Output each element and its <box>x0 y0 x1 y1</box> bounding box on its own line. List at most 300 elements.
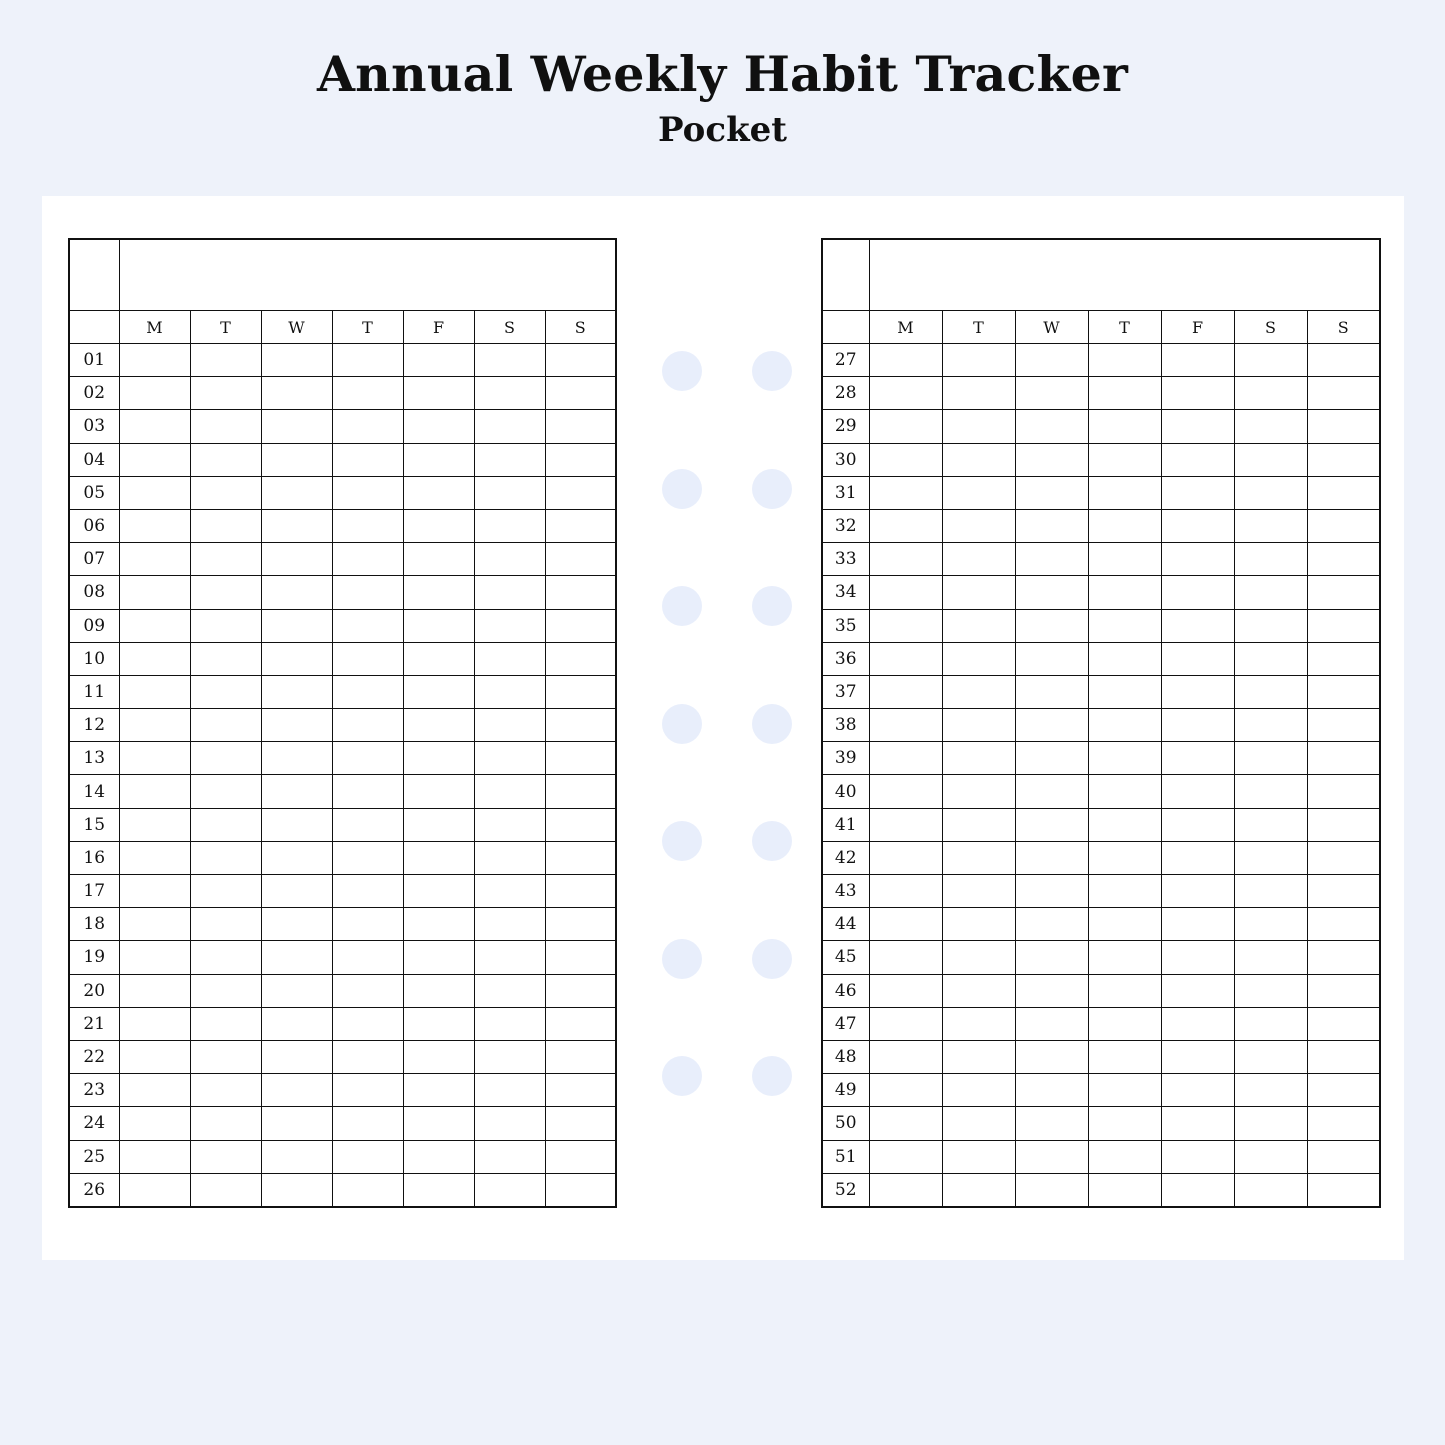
habit-check-cell[interactable] <box>190 410 261 443</box>
habit-check-cell[interactable] <box>474 642 545 675</box>
habit-check-cell[interactable] <box>261 1040 332 1073</box>
habit-check-cell[interactable] <box>332 609 403 642</box>
habit-check-cell[interactable] <box>942 742 1015 775</box>
habit-check-cell[interactable] <box>119 675 190 708</box>
habit-check-cell[interactable] <box>869 875 942 908</box>
habit-check-cell[interactable] <box>545 1107 616 1140</box>
habit-check-cell[interactable] <box>942 543 1015 576</box>
habit-check-cell[interactable] <box>190 543 261 576</box>
habit-check-cell[interactable] <box>261 1074 332 1107</box>
habit-check-cell[interactable] <box>190 1140 261 1173</box>
habit-check-cell[interactable] <box>190 908 261 941</box>
habit-check-cell[interactable] <box>403 576 474 609</box>
habit-check-cell[interactable] <box>474 609 545 642</box>
habit-check-cell[interactable] <box>869 808 942 841</box>
habit-check-cell[interactable] <box>190 841 261 874</box>
habit-check-cell[interactable] <box>1307 941 1380 974</box>
habit-check-cell[interactable] <box>942 509 1015 542</box>
habit-check-cell[interactable] <box>869 841 942 874</box>
habit-check-cell[interactable] <box>1307 344 1380 377</box>
habit-check-cell[interactable] <box>1161 941 1234 974</box>
habit-check-cell[interactable] <box>1088 1074 1161 1107</box>
habit-check-cell[interactable] <box>1307 543 1380 576</box>
habit-check-cell[interactable] <box>190 775 261 808</box>
habit-check-cell[interactable] <box>545 1173 616 1207</box>
habit-check-cell[interactable] <box>261 543 332 576</box>
habit-check-cell[interactable] <box>261 709 332 742</box>
habit-check-cell[interactable] <box>1161 377 1234 410</box>
habit-check-cell[interactable] <box>1161 443 1234 476</box>
habit-check-cell[interactable] <box>190 808 261 841</box>
habit-check-cell[interactable] <box>942 377 1015 410</box>
habit-check-cell[interactable] <box>1015 974 1088 1007</box>
habit-check-cell[interactable] <box>869 908 942 941</box>
habit-check-cell[interactable] <box>1015 1107 1088 1140</box>
habit-check-cell[interactable] <box>261 808 332 841</box>
habit-check-cell[interactable] <box>1088 742 1161 775</box>
habit-check-cell[interactable] <box>1307 1007 1380 1040</box>
habit-check-cell[interactable] <box>545 709 616 742</box>
habit-check-cell[interactable] <box>474 808 545 841</box>
habit-check-cell[interactable] <box>1161 1140 1234 1173</box>
habit-check-cell[interactable] <box>474 841 545 874</box>
habit-check-cell[interactable] <box>869 576 942 609</box>
habit-check-cell[interactable] <box>942 675 1015 708</box>
habit-check-cell[interactable] <box>942 1007 1015 1040</box>
habit-check-cell[interactable] <box>119 908 190 941</box>
habit-check-cell[interactable] <box>403 908 474 941</box>
habit-check-cell[interactable] <box>1161 1040 1234 1073</box>
habit-check-cell[interactable] <box>942 709 1015 742</box>
habit-check-cell[interactable] <box>119 1107 190 1140</box>
habit-check-cell[interactable] <box>1161 609 1234 642</box>
habit-check-cell[interactable] <box>1161 841 1234 874</box>
habit-check-cell[interactable] <box>1307 1040 1380 1073</box>
habit-check-cell[interactable] <box>190 1040 261 1073</box>
habit-check-cell[interactable] <box>942 1173 1015 1207</box>
habit-check-cell[interactable] <box>474 1107 545 1140</box>
habit-check-cell[interactable] <box>1015 410 1088 443</box>
habit-check-cell[interactable] <box>474 476 545 509</box>
habit-check-cell[interactable] <box>474 443 545 476</box>
habit-check-cell[interactable] <box>545 509 616 542</box>
habit-check-cell[interactable] <box>942 642 1015 675</box>
habit-check-cell[interactable] <box>1234 808 1307 841</box>
habit-check-cell[interactable] <box>942 1107 1015 1140</box>
habit-check-cell[interactable] <box>545 642 616 675</box>
habit-check-cell[interactable] <box>869 1140 942 1173</box>
habit-check-cell[interactable] <box>1088 974 1161 1007</box>
habit-check-cell[interactable] <box>474 509 545 542</box>
habit-check-cell[interactable] <box>1307 476 1380 509</box>
habit-check-cell[interactable] <box>942 576 1015 609</box>
habit-check-cell[interactable] <box>474 344 545 377</box>
habit-check-cell[interactable] <box>545 808 616 841</box>
habit-check-cell[interactable] <box>942 908 1015 941</box>
habit-check-cell[interactable] <box>261 1173 332 1207</box>
habit-check-cell[interactable] <box>1088 1107 1161 1140</box>
habit-check-cell[interactable] <box>1015 509 1088 542</box>
habit-check-cell[interactable] <box>261 1107 332 1140</box>
habit-check-cell[interactable] <box>1234 543 1307 576</box>
habit-check-cell[interactable] <box>474 377 545 410</box>
habit-check-cell[interactable] <box>474 908 545 941</box>
habit-check-cell[interactable] <box>190 742 261 775</box>
habit-check-cell[interactable] <box>1015 609 1088 642</box>
habit-check-cell[interactable] <box>403 775 474 808</box>
habit-check-cell[interactable] <box>869 377 942 410</box>
habit-check-cell[interactable] <box>942 875 1015 908</box>
habit-check-cell[interactable] <box>1307 1107 1380 1140</box>
habit-check-cell[interactable] <box>119 576 190 609</box>
habit-check-cell[interactable] <box>403 377 474 410</box>
habit-check-cell[interactable] <box>332 1173 403 1207</box>
habit-check-cell[interactable] <box>1161 543 1234 576</box>
habit-check-cell[interactable] <box>403 1173 474 1207</box>
habit-check-cell[interactable] <box>942 808 1015 841</box>
habit-check-cell[interactable] <box>190 443 261 476</box>
habit-check-cell[interactable] <box>261 775 332 808</box>
habit-check-cell[interactable] <box>869 974 942 1007</box>
habit-check-cell[interactable] <box>1161 1007 1234 1040</box>
habit-check-cell[interactable] <box>1088 841 1161 874</box>
habit-check-cell[interactable] <box>869 410 942 443</box>
habit-check-cell[interactable] <box>545 941 616 974</box>
habit-check-cell[interactable] <box>1015 344 1088 377</box>
habit-check-cell[interactable] <box>1307 1173 1380 1207</box>
habit-check-cell[interactable] <box>332 675 403 708</box>
habit-check-cell[interactable] <box>1234 509 1307 542</box>
habit-check-cell[interactable] <box>1234 1040 1307 1073</box>
habit-check-cell[interactable] <box>190 974 261 1007</box>
habit-check-cell[interactable] <box>190 609 261 642</box>
habit-check-cell[interactable] <box>869 476 942 509</box>
habit-check-cell[interactable] <box>403 974 474 1007</box>
habit-check-cell[interactable] <box>332 377 403 410</box>
habit-check-cell[interactable] <box>403 1140 474 1173</box>
habit-check-cell[interactable] <box>1161 808 1234 841</box>
habit-check-cell[interactable] <box>403 509 474 542</box>
habit-check-cell[interactable] <box>332 742 403 775</box>
habit-check-cell[interactable] <box>942 941 1015 974</box>
habit-check-cell[interactable] <box>869 609 942 642</box>
habit-check-cell[interactable] <box>403 675 474 708</box>
habit-check-cell[interactable] <box>1161 509 1234 542</box>
habit-check-cell[interactable] <box>942 1074 1015 1107</box>
habit-check-cell[interactable] <box>474 742 545 775</box>
habit-check-cell[interactable] <box>403 1040 474 1073</box>
habit-check-cell[interactable] <box>403 543 474 576</box>
habit-check-cell[interactable] <box>1234 709 1307 742</box>
habit-check-cell[interactable] <box>545 410 616 443</box>
habit-check-cell[interactable] <box>1307 642 1380 675</box>
habit-check-cell[interactable] <box>1307 775 1380 808</box>
habit-check-cell[interactable] <box>1088 543 1161 576</box>
habit-check-cell[interactable] <box>545 1040 616 1073</box>
habit-check-cell[interactable] <box>1088 1040 1161 1073</box>
habit-check-cell[interactable] <box>332 775 403 808</box>
habit-check-cell[interactable] <box>869 1107 942 1140</box>
habit-check-cell[interactable] <box>332 709 403 742</box>
habit-check-cell[interactable] <box>1234 742 1307 775</box>
habit-check-cell[interactable] <box>1088 377 1161 410</box>
habit-name-write-in-cell[interactable] <box>119 239 616 311</box>
habit-check-cell[interactable] <box>1015 875 1088 908</box>
habit-check-cell[interactable] <box>1088 642 1161 675</box>
habit-check-cell[interactable] <box>261 908 332 941</box>
habit-check-cell[interactable] <box>261 576 332 609</box>
habit-check-cell[interactable] <box>119 609 190 642</box>
habit-check-cell[interactable] <box>261 443 332 476</box>
habit-check-cell[interactable] <box>474 1074 545 1107</box>
habit-check-cell[interactable] <box>1161 642 1234 675</box>
habit-check-cell[interactable] <box>942 476 1015 509</box>
habit-check-cell[interactable] <box>1161 576 1234 609</box>
habit-check-cell[interactable] <box>545 1007 616 1040</box>
habit-check-cell[interactable] <box>942 1140 1015 1173</box>
habit-check-cell[interactable] <box>1015 775 1088 808</box>
habit-check-cell[interactable] <box>1088 875 1161 908</box>
habit-check-cell[interactable] <box>1161 875 1234 908</box>
habit-check-cell[interactable] <box>474 1040 545 1073</box>
habit-check-cell[interactable] <box>1015 543 1088 576</box>
habit-check-cell[interactable] <box>403 1074 474 1107</box>
habit-check-cell[interactable] <box>1234 476 1307 509</box>
habit-check-cell[interactable] <box>1161 1074 1234 1107</box>
habit-check-cell[interactable] <box>119 1007 190 1040</box>
habit-check-cell[interactable] <box>119 775 190 808</box>
habit-check-cell[interactable] <box>1015 1140 1088 1173</box>
habit-check-cell[interactable] <box>474 974 545 1007</box>
habit-check-cell[interactable] <box>1088 576 1161 609</box>
habit-check-cell[interactable] <box>869 642 942 675</box>
habit-check-cell[interactable] <box>190 941 261 974</box>
habit-check-cell[interactable] <box>1234 1074 1307 1107</box>
habit-check-cell[interactable] <box>1234 609 1307 642</box>
habit-check-cell[interactable] <box>332 808 403 841</box>
habit-check-cell[interactable] <box>1088 1140 1161 1173</box>
habit-check-cell[interactable] <box>1234 1107 1307 1140</box>
habit-check-cell[interactable] <box>1307 742 1380 775</box>
habit-check-cell[interactable] <box>1234 775 1307 808</box>
habit-check-cell[interactable] <box>403 841 474 874</box>
habit-check-cell[interactable] <box>869 941 942 974</box>
habit-check-cell[interactable] <box>119 875 190 908</box>
habit-check-cell[interactable] <box>261 377 332 410</box>
habit-check-cell[interactable] <box>1161 1107 1234 1140</box>
habit-check-cell[interactable] <box>119 709 190 742</box>
habit-check-cell[interactable] <box>403 1107 474 1140</box>
habit-check-cell[interactable] <box>261 509 332 542</box>
habit-check-cell[interactable] <box>1234 941 1307 974</box>
habit-check-cell[interactable] <box>869 543 942 576</box>
habit-check-cell[interactable] <box>1234 1007 1307 1040</box>
habit-check-cell[interactable] <box>545 974 616 1007</box>
habit-check-cell[interactable] <box>119 344 190 377</box>
habit-check-cell[interactable] <box>1088 808 1161 841</box>
habit-check-cell[interactable] <box>474 675 545 708</box>
habit-check-cell[interactable] <box>1088 709 1161 742</box>
habit-check-cell[interactable] <box>190 1107 261 1140</box>
habit-check-cell[interactable] <box>1161 742 1234 775</box>
habit-check-cell[interactable] <box>261 1007 332 1040</box>
habit-check-cell[interactable] <box>1015 908 1088 941</box>
habit-check-cell[interactable] <box>869 1074 942 1107</box>
habit-check-cell[interactable] <box>119 1040 190 1073</box>
habit-check-cell[interactable] <box>1307 875 1380 908</box>
habit-check-cell[interactable] <box>190 675 261 708</box>
habit-check-cell[interactable] <box>332 543 403 576</box>
habit-check-cell[interactable] <box>869 1007 942 1040</box>
habit-check-cell[interactable] <box>1088 410 1161 443</box>
habit-check-cell[interactable] <box>942 344 1015 377</box>
habit-check-cell[interactable] <box>869 775 942 808</box>
habit-check-cell[interactable] <box>261 742 332 775</box>
habit-check-cell[interactable] <box>403 476 474 509</box>
habit-check-cell[interactable] <box>1088 476 1161 509</box>
habit-check-cell[interactable] <box>1307 443 1380 476</box>
habit-check-cell[interactable] <box>942 443 1015 476</box>
habit-check-cell[interactable] <box>190 509 261 542</box>
habit-check-cell[interactable] <box>332 1074 403 1107</box>
habit-check-cell[interactable] <box>474 775 545 808</box>
habit-check-cell[interactable] <box>1161 410 1234 443</box>
habit-check-cell[interactable] <box>119 742 190 775</box>
habit-check-cell[interactable] <box>261 941 332 974</box>
habit-check-cell[interactable] <box>1234 675 1307 708</box>
habit-check-cell[interactable] <box>1307 377 1380 410</box>
habit-check-cell[interactable] <box>332 1007 403 1040</box>
habit-check-cell[interactable] <box>1307 908 1380 941</box>
habit-check-cell[interactable] <box>1015 742 1088 775</box>
habit-check-cell[interactable] <box>403 742 474 775</box>
habit-check-cell[interactable] <box>474 941 545 974</box>
habit-check-cell[interactable] <box>119 974 190 1007</box>
habit-check-cell[interactable] <box>190 1173 261 1207</box>
habit-check-cell[interactable] <box>1015 808 1088 841</box>
habit-check-cell[interactable] <box>119 543 190 576</box>
habit-check-cell[interactable] <box>869 443 942 476</box>
habit-check-cell[interactable] <box>1307 576 1380 609</box>
habit-check-cell[interactable] <box>403 609 474 642</box>
habit-check-cell[interactable] <box>474 875 545 908</box>
habit-check-cell[interactable] <box>474 1140 545 1173</box>
habit-check-cell[interactable] <box>403 941 474 974</box>
habit-check-cell[interactable] <box>474 1007 545 1040</box>
habit-check-cell[interactable] <box>332 1040 403 1073</box>
habit-check-cell[interactable] <box>332 443 403 476</box>
habit-check-cell[interactable] <box>869 509 942 542</box>
habit-check-cell[interactable] <box>332 410 403 443</box>
habit-check-cell[interactable] <box>545 1140 616 1173</box>
habit-check-cell[interactable] <box>403 808 474 841</box>
habit-check-cell[interactable] <box>261 344 332 377</box>
habit-check-cell[interactable] <box>119 410 190 443</box>
habit-check-cell[interactable] <box>1015 675 1088 708</box>
habit-check-cell[interactable] <box>1015 476 1088 509</box>
habit-check-cell[interactable] <box>869 1173 942 1207</box>
habit-check-cell[interactable] <box>403 410 474 443</box>
habit-check-cell[interactable] <box>545 443 616 476</box>
habit-check-cell[interactable] <box>261 875 332 908</box>
habit-check-cell[interactable] <box>1088 443 1161 476</box>
habit-check-cell[interactable] <box>1234 974 1307 1007</box>
habit-check-cell[interactable] <box>261 609 332 642</box>
habit-check-cell[interactable] <box>119 841 190 874</box>
habit-check-cell[interactable] <box>332 908 403 941</box>
habit-check-cell[interactable] <box>403 709 474 742</box>
habit-check-cell[interactable] <box>119 476 190 509</box>
habit-check-cell[interactable] <box>1161 476 1234 509</box>
habit-check-cell[interactable] <box>1015 941 1088 974</box>
habit-check-cell[interactable] <box>190 1007 261 1040</box>
habit-check-cell[interactable] <box>119 509 190 542</box>
habit-check-cell[interactable] <box>869 709 942 742</box>
habit-check-cell[interactable] <box>1234 344 1307 377</box>
habit-check-cell[interactable] <box>261 974 332 1007</box>
habit-check-cell[interactable] <box>261 1140 332 1173</box>
habit-check-cell[interactable] <box>1015 443 1088 476</box>
habit-check-cell[interactable] <box>332 344 403 377</box>
habit-check-cell[interactable] <box>1088 1173 1161 1207</box>
habit-check-cell[interactable] <box>474 576 545 609</box>
habit-check-cell[interactable] <box>1234 841 1307 874</box>
habit-check-cell[interactable] <box>332 509 403 542</box>
habit-check-cell[interactable] <box>1015 1173 1088 1207</box>
habit-check-cell[interactable] <box>1307 808 1380 841</box>
habit-check-cell[interactable] <box>119 1173 190 1207</box>
habit-check-cell[interactable] <box>1307 675 1380 708</box>
habit-check-cell[interactable] <box>1307 410 1380 443</box>
habit-check-cell[interactable] <box>1161 908 1234 941</box>
habit-check-cell[interactable] <box>1234 875 1307 908</box>
habit-check-cell[interactable] <box>1234 410 1307 443</box>
habit-check-cell[interactable] <box>1015 642 1088 675</box>
habit-check-cell[interactable] <box>403 344 474 377</box>
habit-check-cell[interactable] <box>1015 1007 1088 1040</box>
habit-check-cell[interactable] <box>869 675 942 708</box>
habit-check-cell[interactable] <box>190 875 261 908</box>
habit-check-cell[interactable] <box>545 775 616 808</box>
habit-check-cell[interactable] <box>1088 908 1161 941</box>
habit-check-cell[interactable] <box>190 709 261 742</box>
habit-check-cell[interactable] <box>1234 1140 1307 1173</box>
habit-check-cell[interactable] <box>942 609 1015 642</box>
habit-check-cell[interactable] <box>474 543 545 576</box>
habit-check-cell[interactable] <box>332 941 403 974</box>
habit-check-cell[interactable] <box>1307 1074 1380 1107</box>
habit-check-cell[interactable] <box>545 344 616 377</box>
habit-check-cell[interactable] <box>942 775 1015 808</box>
habit-check-cell[interactable] <box>332 1107 403 1140</box>
habit-check-cell[interactable] <box>261 642 332 675</box>
habit-check-cell[interactable] <box>332 875 403 908</box>
habit-check-cell[interactable] <box>261 841 332 874</box>
habit-check-cell[interactable] <box>545 576 616 609</box>
habit-check-cell[interactable] <box>1307 841 1380 874</box>
habit-check-cell[interactable] <box>545 841 616 874</box>
habit-check-cell[interactable] <box>403 1007 474 1040</box>
habit-check-cell[interactable] <box>261 675 332 708</box>
habit-check-cell[interactable] <box>1161 709 1234 742</box>
habit-check-cell[interactable] <box>1161 775 1234 808</box>
habit-check-cell[interactable] <box>190 377 261 410</box>
habit-check-cell[interactable] <box>119 1074 190 1107</box>
habit-check-cell[interactable] <box>1234 576 1307 609</box>
habit-check-cell[interactable] <box>545 609 616 642</box>
habit-check-cell[interactable] <box>1088 775 1161 808</box>
habit-check-cell[interactable] <box>332 974 403 1007</box>
